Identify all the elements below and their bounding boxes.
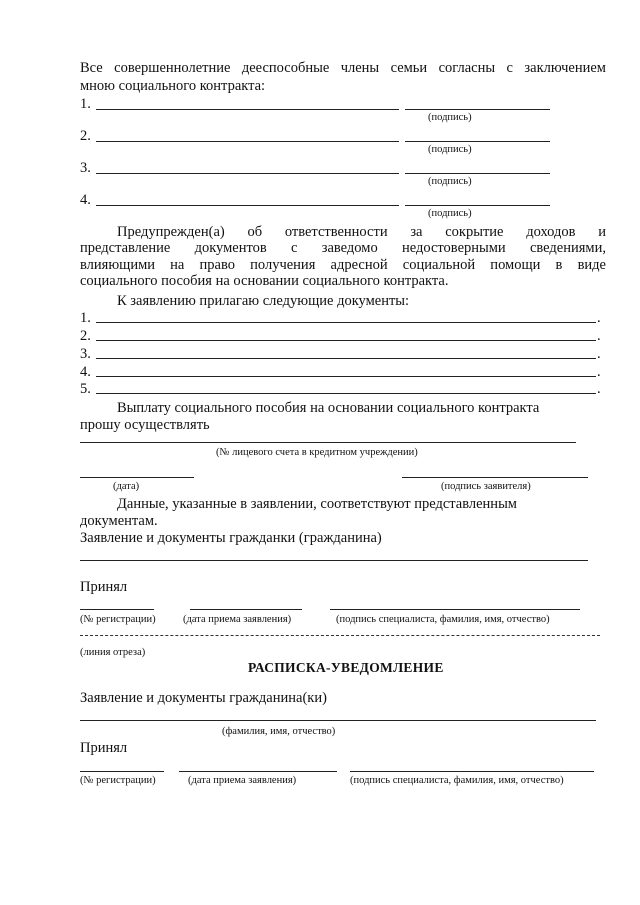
account-number-caption: (№ лицевого счета в кредитном учреждении): [216, 447, 418, 458]
signature-caption: (подпись): [428, 208, 472, 219]
receipt-title: РАСПИСКА-УВЕДОМЛЕНИЕ: [248, 660, 444, 675]
attachment-item-number: 5.: [80, 381, 91, 397]
attachments-heading: К заявлению прилагаю следующие документы:: [117, 293, 410, 309]
acceptance-date-caption: (дата приема заявления): [183, 614, 292, 625]
consent-signature-line[interactable]: [405, 141, 550, 142]
consent-name-line[interactable]: [96, 173, 399, 174]
attachment-line-end: .: [597, 328, 601, 344]
receipt-accepted-label: Принял: [80, 740, 128, 756]
verification-text-line-1: Данные, указанные в заявлении, соответствуют представленным: [117, 496, 517, 512]
warning-text-line-4: социального пособия на основании социального контракта.: [80, 273, 449, 289]
signature-caption: (подпись): [428, 112, 472, 123]
receipt-name-line[interactable]: [80, 720, 596, 721]
date-caption: (дата): [113, 481, 140, 492]
registration-number-line[interactable]: [80, 609, 154, 610]
receipt-date-caption: (дата приема заявления): [188, 775, 297, 786]
accepted-label: Принял: [80, 579, 128, 595]
consent-item-number: 4.: [80, 192, 91, 208]
payment-text-line-2: прошу осуществлять: [80, 417, 210, 433]
acceptance-date-line[interactable]: [190, 609, 302, 610]
attachment-item-number: 4.: [80, 364, 91, 380]
specialist-signature-line[interactable]: [330, 609, 580, 610]
applicant-signature-caption: (подпись заявителя): [441, 481, 531, 492]
registration-number-caption: (№ регистрации): [80, 614, 156, 625]
signature-caption: (подпись): [428, 144, 472, 155]
verification-text-line-2: документам.: [80, 513, 158, 529]
account-number-line[interactable]: [80, 442, 576, 443]
date-line[interactable]: [80, 477, 194, 478]
attachment-item-number: 3.: [80, 346, 91, 362]
consent-name-line[interactable]: [96, 109, 399, 110]
warning-text-line-3: влияющими на право получения адресной социальной помощи в виде: [80, 257, 606, 273]
specialist-signature-caption: (подпись специалиста, фамилия, имя, отчество): [336, 614, 550, 625]
cut-line: [80, 635, 600, 636]
receipt-text-line: Заявление и документы гражданина(ки): [80, 690, 327, 706]
consent-signature-line[interactable]: [405, 173, 550, 174]
consent-signature-line[interactable]: [405, 205, 550, 206]
warning-text-line-1: Предупрежден(а) об ответственности за сокрытие доходов и: [117, 224, 606, 240]
consent-item-number: 3.: [80, 160, 91, 176]
attachment-line[interactable]: [96, 393, 596, 394]
attachment-line-end: .: [597, 310, 601, 326]
signature-caption: (подпись): [428, 176, 472, 187]
attachment-line[interactable]: [96, 322, 596, 323]
attachment-item-number: 2.: [80, 328, 91, 344]
receipt-specialist-caption: (подпись специалиста, фамилия, имя, отчество): [350, 775, 564, 786]
consent-name-line[interactable]: [96, 141, 399, 142]
receipt-registration-caption: (№ регистрации): [80, 775, 156, 786]
attachment-line-end: .: [597, 364, 601, 380]
attachment-line-end: .: [597, 381, 601, 397]
consent-name-line[interactable]: [96, 205, 399, 206]
attachment-line[interactable]: [96, 358, 596, 359]
attachment-line[interactable]: [96, 376, 596, 377]
citizen-name-line[interactable]: [80, 560, 588, 561]
consent-item-number: 1.: [80, 96, 91, 112]
verification-text-line-3: Заявление и документы гражданки (гражданина): [80, 530, 382, 546]
receipt-specialist-line[interactable]: [350, 771, 594, 772]
consent-signature-line[interactable]: [405, 109, 550, 110]
receipt-registration-line[interactable]: [80, 771, 164, 772]
consent-item-number: 2.: [80, 128, 91, 144]
consent-text-line-1: Все совершеннолетние дееспособные члены семьи согласны с заключением: [80, 60, 606, 76]
attachment-item-number: 1.: [80, 310, 91, 326]
applicant-signature-line[interactable]: [402, 477, 588, 478]
receipt-date-line[interactable]: [179, 771, 337, 772]
attachment-line[interactable]: [96, 340, 596, 341]
consent-text-line-2: мною социального контракта:: [80, 78, 266, 94]
warning-text-line-2: представление документов с заведомо недостоверными сведениями,: [80, 240, 606, 256]
cut-line-caption: (линия отреза): [80, 647, 146, 658]
attachment-line-end: .: [597, 346, 601, 362]
receipt-name-caption: (фамилия, имя, отчество): [222, 726, 336, 737]
payment-text-line-1: Выплату социального пособия на основании социального контракта: [117, 400, 540, 416]
